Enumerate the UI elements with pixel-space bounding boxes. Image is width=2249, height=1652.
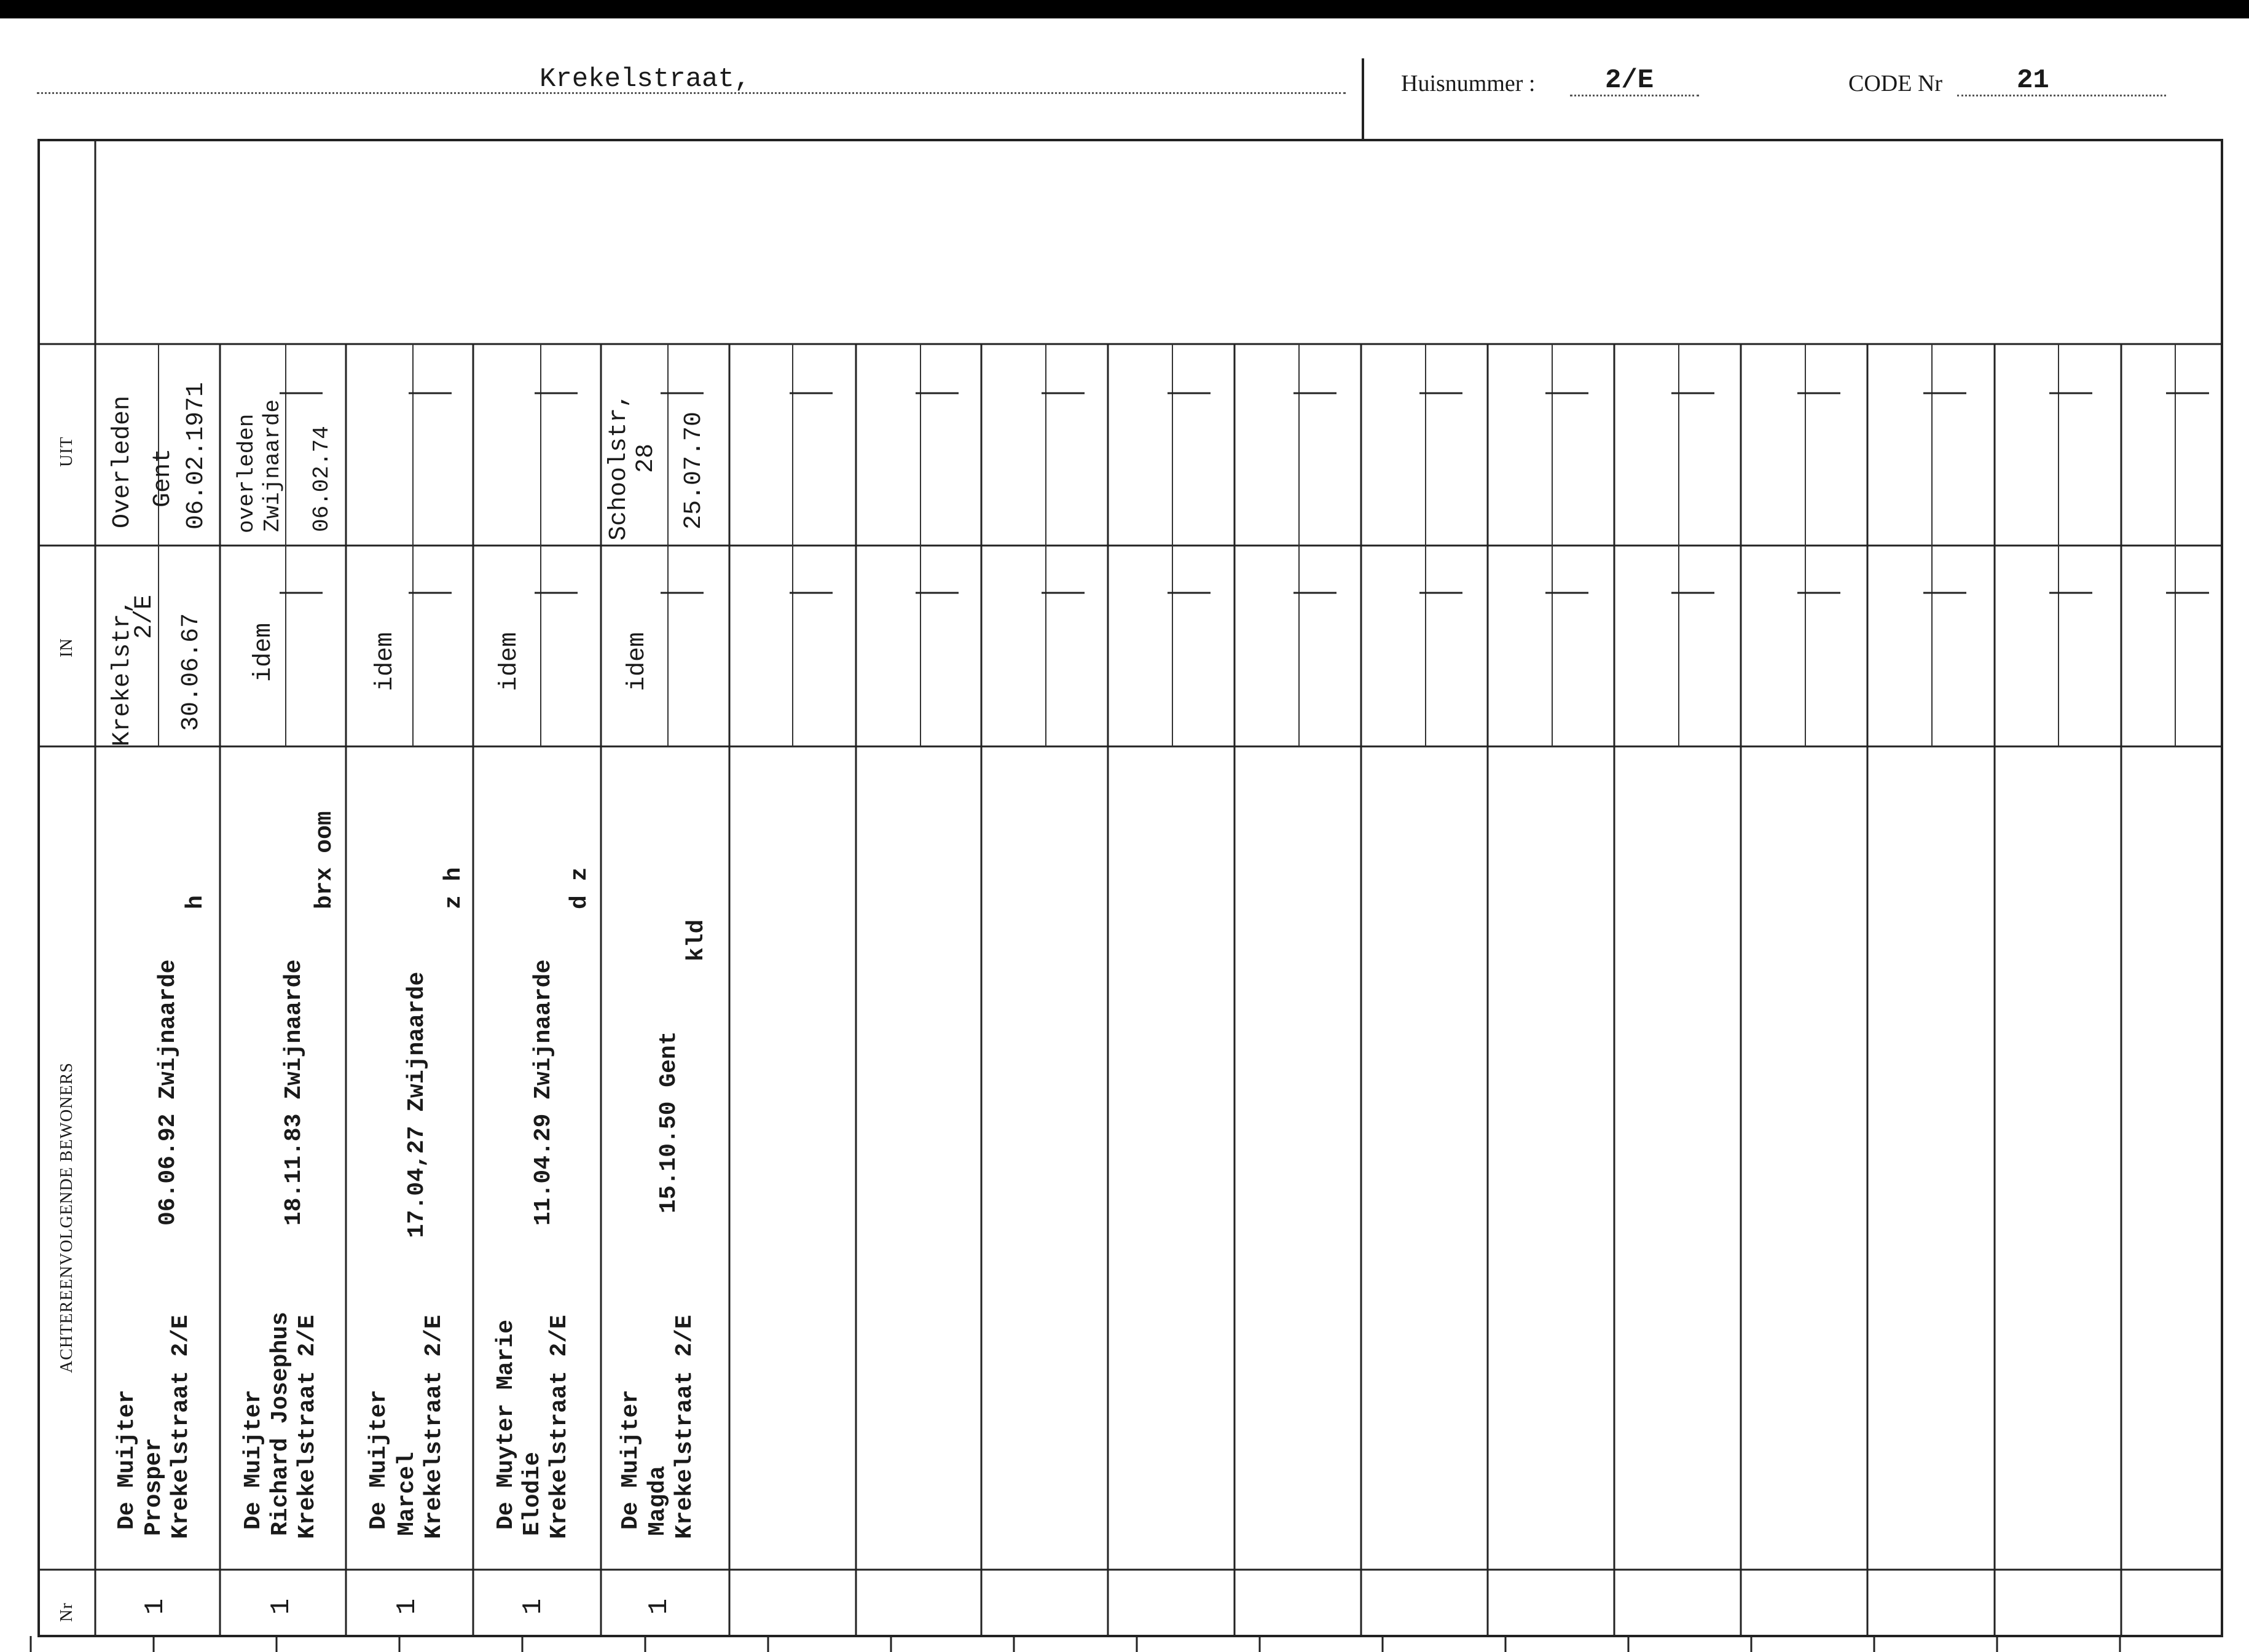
- resident-2-first-name: Richard Josephus: [267, 1312, 294, 1536]
- resident-5-address: Krekelstraat 2/E: [672, 1315, 698, 1539]
- resident-1-out-line2: Gent: [149, 448, 177, 507]
- resident-1-surname: De Muijter: [114, 1389, 140, 1530]
- resident-1-relation: h: [183, 895, 209, 909]
- resident-4-in-place: idem: [496, 632, 524, 691]
- resident-2-out-line2: Zwijnaarde: [260, 399, 285, 532]
- resident-5-out-line2: 28: [632, 443, 660, 473]
- resident-2-birth: 18.11.83 Zwijnaarde: [281, 959, 307, 1226]
- column-label-nr: Nr: [57, 1602, 76, 1622]
- resident-3-surname: De Muijter: [366, 1389, 392, 1530]
- resident-2-address: Krekelstraat 2/E: [294, 1315, 321, 1539]
- column-label-residents: ACHTEREENVOLGENDE BEWONERS: [57, 1062, 76, 1373]
- resident-1-birth: 06.06.92 Zwijnaarde: [155, 959, 181, 1226]
- house-number-label: Huisnummer :: [1401, 71, 1536, 96]
- resident-1-out-line1: Overleden: [109, 395, 136, 528]
- resident-1-nr: 1: [140, 1598, 171, 1615]
- resident-2-out-date: 06.02.74: [309, 426, 334, 532]
- resident-2-relation: brx oom: [312, 811, 338, 909]
- resident-1-first-name: Prosper: [141, 1438, 167, 1536]
- house-number-value: 2/E: [1605, 65, 1654, 96]
- resident-4-first-name: Elodie: [519, 1452, 546, 1536]
- resident-1-in-place-2: 2/E: [131, 594, 159, 639]
- resident-5-relation: kld: [683, 919, 710, 961]
- resident-4-nr: 1: [518, 1598, 549, 1615]
- resident-2-surname: De Muijter: [240, 1389, 267, 1530]
- resident-3-first-name: Marcel: [394, 1452, 420, 1536]
- resident-3-nr: 1: [392, 1598, 423, 1615]
- resident-5-out-date: 25.07.70: [680, 411, 708, 530]
- resident-2-in-place: idem: [250, 622, 278, 682]
- resident-1-in-place: Krekelstr,: [109, 598, 136, 746]
- resident-5-birth: 15.10.50 Gent: [656, 1031, 682, 1213]
- resident-3-address: Krekelstraat 2/E: [421, 1315, 447, 1539]
- resident-2-out-line1: overleden: [234, 413, 259, 533]
- street-name: Krekelstraat,: [540, 64, 751, 95]
- code-number-value: 21: [2017, 65, 2049, 96]
- resident-4-surname: De Muyter Marie: [493, 1319, 519, 1530]
- resident-3-relation: z h: [441, 867, 467, 909]
- resident-4-relation: d z: [567, 867, 593, 909]
- resident-3-birth: 17.04,27 Zwijnaarde: [404, 971, 430, 1238]
- resident-2-nr: 1: [266, 1598, 297, 1615]
- column-label-in: IN: [57, 638, 76, 657]
- resident-5-first-name: Magda: [645, 1465, 671, 1536]
- resident-1-in-date: 30.06.67: [178, 613, 205, 731]
- resident-5-surname: De Muijter: [618, 1389, 644, 1530]
- resident-1-out-date: 06.02.1971: [183, 382, 210, 530]
- resident-4-address: Krekelstraat 2/E: [546, 1315, 573, 1539]
- resident-5-out-line1: Schoolstr,: [605, 393, 633, 541]
- code-number-label: CODE Nr: [1848, 71, 1943, 96]
- resident-4-birth: 11.04.29 Zwijnaarde: [530, 959, 557, 1226]
- resident-5-nr: 1: [644, 1598, 675, 1615]
- resident-5-in-place: idem: [624, 632, 651, 691]
- column-label-out: UIT: [57, 436, 76, 467]
- resident-3-in-place: idem: [372, 632, 399, 691]
- resident-1-address: Krekelstraat 2/E: [168, 1315, 194, 1539]
